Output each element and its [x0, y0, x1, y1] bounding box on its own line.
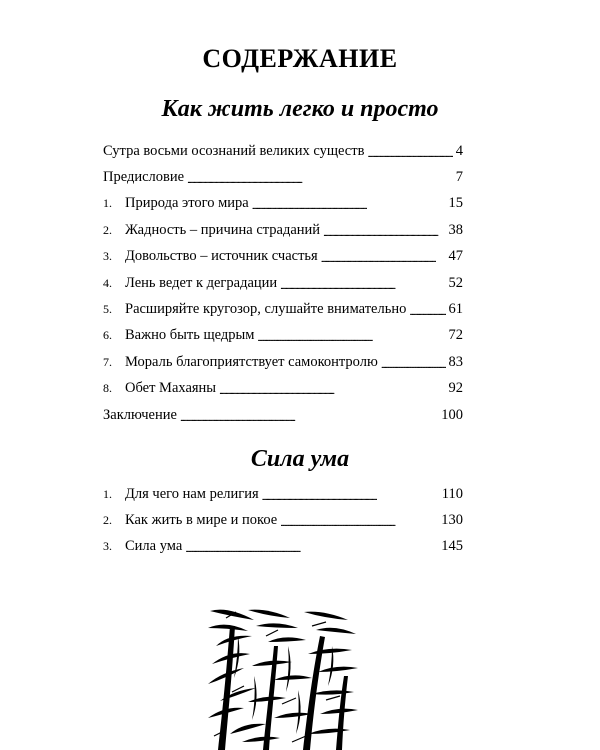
dot-leader	[262, 488, 439, 505]
toc-list-1	[103, 138, 463, 428]
toc-entry-page: 47	[448, 248, 463, 265]
toc-entry	[103, 534, 463, 560]
dot-leader	[185, 540, 438, 557]
toc-entry	[103, 296, 463, 322]
bamboo-leaf	[242, 737, 280, 742]
toc-entry-number: 6.	[103, 328, 112, 343]
toc-entry-page: 110	[441, 485, 463, 502]
bamboo-stem	[218, 626, 235, 750]
bamboo-leaf	[286, 646, 291, 692]
toc-entry	[103, 217, 463, 243]
toc-entry-number: 1.	[103, 486, 112, 501]
dot-leader	[180, 409, 438, 426]
dot-leader	[367, 145, 452, 162]
toc-entry-page: 130	[441, 512, 463, 529]
bamboo-leaf	[208, 625, 248, 631]
toc-entry-page: 61	[448, 301, 463, 318]
section-title-2: Сила ума	[250, 446, 350, 472]
toc-entry-title: Как жить в мире и покое	[125, 512, 278, 529]
toc-entry-number: 2.	[103, 222, 112, 237]
bamboo-illustration	[208, 606, 358, 750]
toc-entry-page: 100	[441, 406, 463, 423]
toc-entry	[103, 507, 463, 533]
toc-entry-title: Мораль благоприятствует самоконтролю	[125, 353, 378, 370]
toc-entry-title: Довольство – источник счастья	[125, 248, 318, 265]
toc-entry-title: Лень ведет к деградации	[125, 274, 278, 291]
toc-entry-number: 3.	[103, 539, 112, 554]
toc-entry	[103, 376, 463, 402]
bamboo-leaf	[248, 610, 290, 618]
dot-leader	[257, 329, 445, 346]
toc-entry-number: 2.	[103, 513, 112, 528]
toc-entry-title: Природа этого мира	[125, 195, 249, 212]
bamboo-leaf	[304, 612, 348, 620]
bamboo-leaf	[308, 729, 350, 734]
toc-list-2	[103, 481, 463, 560]
toc-entry	[103, 349, 463, 375]
dot-leader	[323, 224, 445, 241]
bamboo-leaf	[230, 724, 266, 734]
toc-entry	[103, 270, 463, 296]
dot-leader	[187, 171, 453, 188]
bamboo-leaf	[312, 690, 354, 694]
section-title-1: Как жить легко и просто	[161, 96, 439, 122]
bamboo-leaf	[320, 709, 358, 714]
page-title: СОДЕРЖАНИЕ	[202, 44, 398, 73]
bamboo-leaf	[252, 676, 257, 720]
toc-entry-title: Обет Махаяны	[125, 380, 217, 397]
toc-entry-page: 15	[448, 195, 463, 212]
bamboo-leaf	[274, 713, 312, 718]
toc-entry-page: 92	[448, 380, 463, 397]
toc-entry-title: Жадность – причина страданий	[125, 221, 321, 238]
toc-entry-page: 38	[448, 221, 463, 238]
toc-entry-number: 1.	[103, 196, 112, 211]
toc-entry	[103, 191, 463, 217]
toc-entry	[103, 481, 463, 507]
bamboo-leaf	[256, 623, 298, 628]
bamboo-leaf	[252, 661, 292, 666]
toc-entry-title: Для чего нам религия	[125, 485, 259, 502]
dot-leader	[321, 250, 446, 267]
toc-entry-number: 8.	[103, 381, 112, 396]
toc-entry	[103, 323, 463, 349]
toc-entry-title: Сила ума	[125, 538, 183, 555]
toc-entry	[103, 244, 463, 270]
dot-leader	[280, 514, 438, 531]
toc-entry-number: 5.	[103, 302, 112, 317]
toc-entry	[103, 164, 463, 190]
dot-leader	[409, 303, 445, 320]
dot-leader	[219, 382, 445, 399]
toc-entry-page: 52	[448, 274, 463, 291]
bamboo-leaf	[296, 690, 301, 734]
toc-entry-page: 83	[448, 353, 463, 370]
toc-entry-number: 7.	[103, 354, 112, 369]
bamboo-leaf	[248, 697, 286, 702]
toc-entry-title: Заключение	[103, 406, 177, 423]
bamboo-leaf	[316, 628, 356, 634]
toc-entry	[103, 138, 463, 164]
bamboo-leaf	[268, 637, 306, 642]
toc-entry-page: 72	[448, 327, 463, 344]
toc-entry-number: 3.	[103, 249, 112, 264]
toc-entry	[103, 402, 463, 428]
bamboo-leaf	[274, 675, 312, 680]
toc-entry-page: 7	[455, 169, 463, 186]
toc-entry-page: 145	[441, 538, 463, 555]
toc-entry-title: Важно быть щедрым	[125, 327, 255, 344]
toc-entry-title: Сутра восьми осознаний великих существ	[103, 142, 365, 159]
toc-entry-page: 4	[455, 142, 463, 159]
dot-leader	[280, 277, 445, 294]
bamboo-leaf	[318, 667, 358, 672]
toc-entry-number: 4.	[103, 275, 112, 290]
dot-leader	[252, 197, 446, 214]
toc-entry-title: Расширяйте кругозор, слушайте внимательно	[125, 301, 407, 318]
bamboo-leaf	[308, 649, 352, 654]
dot-leader	[381, 356, 446, 373]
toc-entry-title: Предисловие	[103, 169, 185, 186]
